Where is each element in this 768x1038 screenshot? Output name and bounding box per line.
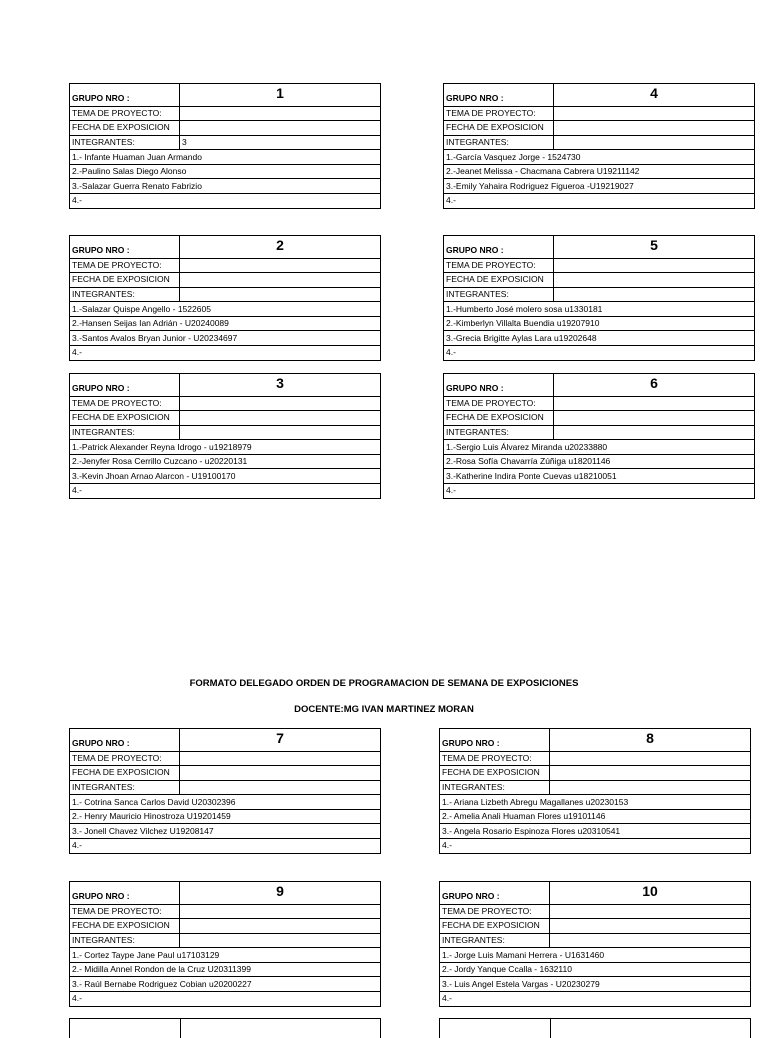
integrantes-value	[180, 933, 381, 948]
tema-label: TEMA DE PROYECTO:	[440, 904, 550, 919]
group-number: 1	[180, 84, 381, 107]
member-row: 2.-Jenyfer Rosa Cerrillo Cuzcano - u20220131	[70, 454, 381, 469]
member-row: 2.-Paulino Salas Diego Alonso	[70, 164, 381, 179]
member-row: 1.-Salazar Quispe Angello - 1522605	[70, 302, 381, 317]
grupo-label: GRUPO NRO :	[70, 374, 180, 397]
member-row: 3.- Jonell Chavez Vilchez U19208147	[70, 824, 381, 839]
fecha-label: FECHA DE EXPOSICION	[70, 411, 180, 426]
group-table-4	[443, 83, 755, 209]
tema-label: TEMA DE PROYECTO:	[70, 106, 180, 121]
fecha-label: FECHA DE EXPOSICION	[444, 273, 554, 288]
member-row: 3.-Kevin Jhoan Arnao Alarcon - U19100170	[70, 469, 381, 484]
fecha-value	[180, 121, 381, 136]
fecha-label: FECHA DE EXPOSICION	[70, 273, 180, 288]
grupo-label: GRUPO NRO :	[440, 882, 550, 905]
tema-value	[554, 396, 755, 411]
group-table-9	[69, 881, 381, 1007]
tema-label: TEMA DE PROYECTO:	[444, 106, 554, 121]
group-number: 8	[550, 729, 751, 752]
tema-label: TEMA DE PROYECTO:	[440, 751, 550, 766]
group-number: 9	[180, 882, 381, 905]
tema-value	[180, 106, 381, 121]
member-row: 2.-Kimberlyn Villalta Buendia u19207910	[444, 316, 755, 331]
member-row: 2.- Amelia Anali Huaman Flores u19101146	[440, 809, 751, 824]
tema-value	[180, 751, 381, 766]
member-row: 3.-Santos Avalos Bryan Junior - U20234697	[70, 331, 381, 346]
tema-label: TEMA DE PROYECTO:	[70, 751, 180, 766]
member-row: 4.-	[70, 346, 381, 361]
integrantes-value	[554, 135, 755, 150]
member-row: 3.-Katherine Indira Ponte Cuevas u18210051	[444, 469, 755, 484]
fecha-value	[554, 411, 755, 426]
fecha-value	[180, 919, 381, 934]
member-row: 3.- Angela Rosario Espinoza Flores u20310541	[440, 824, 751, 839]
tema-label: TEMA DE PROYECTO:	[444, 396, 554, 411]
integrantes-value	[554, 425, 755, 440]
integrantes-label: INTEGRANTES:	[70, 425, 180, 440]
member-row: 3.- Luis Angel Estela Vargas - U20230279	[440, 977, 751, 992]
integrantes-label: INTEGRANTES:	[444, 135, 554, 150]
integrantes-value	[180, 425, 381, 440]
fecha-label: FECHA DE EXPOSICION	[70, 919, 180, 934]
member-row: 2.-Jeanet Melissa - Chacmana Cabrera U19211142	[444, 164, 755, 179]
member-row: 3.-Salazar Guerra Renato Fabrizio	[70, 179, 381, 194]
fecha-value	[550, 766, 751, 781]
fecha-value	[180, 766, 381, 781]
grupo-label: GRUPO NRO :	[70, 882, 180, 905]
member-row: 3.-Grecia Brigitte Aylas Lara u19202648	[444, 331, 755, 346]
member-row: 4.-	[70, 484, 381, 499]
integrantes-label: INTEGRANTES:	[70, 135, 180, 150]
group-table-1	[69, 83, 381, 209]
grupo-label: GRUPO NRO :	[70, 729, 180, 752]
partial-table-right	[439, 1018, 751, 1038]
member-row: 4.-	[444, 484, 755, 499]
member-row: 2.- Jordy Yanque Ccalla - 1632110	[440, 962, 751, 977]
integrantes-value: 3	[180, 135, 381, 150]
grupo-label: GRUPO NRO :	[440, 729, 550, 752]
grupo-label: GRUPO NRO :	[70, 84, 180, 107]
member-row: 4.-	[70, 194, 381, 209]
fecha-label: FECHA DE EXPOSICION	[444, 121, 554, 136]
member-row: 4.-	[70, 839, 381, 854]
member-row: 1.- Infante Huaman Juan Armando	[70, 150, 381, 165]
member-row: 4.-	[444, 194, 755, 209]
fecha-value	[180, 411, 381, 426]
tema-value	[554, 106, 755, 121]
tema-value	[554, 258, 755, 273]
grupo-label: GRUPO NRO :	[444, 84, 554, 107]
integrantes-value	[550, 933, 751, 948]
group-number: 2	[180, 236, 381, 259]
integrantes-value	[180, 780, 381, 795]
member-row: 4.-	[70, 992, 381, 1007]
integrantes-label: INTEGRANTES:	[444, 287, 554, 302]
partial-table-left	[69, 1018, 381, 1038]
group-number: 7	[180, 729, 381, 752]
group-table-2	[69, 235, 381, 361]
member-row: 3.-Emily Yahaira Rodriguez Figueroa -U19219027	[444, 179, 755, 194]
integrantes-label: INTEGRANTES:	[440, 933, 550, 948]
member-row: 2.- Midilla Annel Rondon de la Cruz U20311399	[70, 962, 381, 977]
integrantes-label: INTEGRANTES:	[70, 287, 180, 302]
integrantes-label: INTEGRANTES:	[70, 933, 180, 948]
integrantes-label: INTEGRANTES:	[440, 780, 550, 795]
group-number: 6	[554, 374, 755, 397]
member-row: 4.-	[440, 839, 751, 854]
group-table-10	[439, 881, 751, 1007]
member-row: 4.-	[440, 992, 751, 1007]
member-row: 1.- Jorge Luis Mamani Herrera - U1631460	[440, 948, 751, 963]
member-row: 2.-Rosa Sofía Chavarría Zúñiga u18201146	[444, 454, 755, 469]
tema-label: TEMA DE PROYECTO:	[70, 904, 180, 919]
integrantes-value	[180, 287, 381, 302]
tema-value	[550, 751, 751, 766]
group-number: 4	[554, 84, 755, 107]
group-table-6	[443, 373, 755, 499]
fecha-value	[550, 919, 751, 934]
fecha-label: FECHA DE EXPOSICION	[70, 766, 180, 781]
member-row: 4.-	[444, 346, 755, 361]
group-number: 10	[550, 882, 751, 905]
fecha-value	[180, 273, 381, 288]
tema-value	[180, 258, 381, 273]
tema-value	[180, 904, 381, 919]
member-row: 1.-Sergio Luis Álvarez Miranda u20233880	[444, 440, 755, 455]
fecha-label: FECHA DE EXPOSICION	[70, 121, 180, 136]
tema-value	[550, 904, 751, 919]
grupo-label: GRUPO NRO :	[444, 374, 554, 397]
member-row: 1.-Humberto José molero sosa u1330181	[444, 302, 755, 317]
integrantes-label: INTEGRANTES:	[70, 780, 180, 795]
member-row: 1.-Patrick Alexander Reyna Idrogo - u19218979	[70, 440, 381, 455]
member-row: 2.-Hansen Seijas Ian Adrián - U20240089	[70, 316, 381, 331]
grupo-label: GRUPO NRO :	[70, 236, 180, 259]
group-table-8	[439, 728, 751, 854]
tema-label: TEMA DE PROYECTO:	[444, 258, 554, 273]
member-row: 1.-García Vasquez Jorge - 1524730	[444, 150, 755, 165]
member-row: 2.- Henry Mauricio Hinostroza U19201459	[70, 809, 381, 824]
integrantes-value	[550, 780, 751, 795]
docente-line: DOCENTE:MG IVAN MARTINEZ MORAN	[294, 704, 474, 715]
fecha-value	[554, 121, 755, 136]
fecha-label: FECHA DE EXPOSICION	[440, 919, 550, 934]
tema-label: TEMA DE PROYECTO:	[70, 396, 180, 411]
fecha-label: FECHA DE EXPOSICION	[444, 411, 554, 426]
group-number: 5	[554, 236, 755, 259]
member-row: 3.- Raúl Bernabe Rodriguez Cobian u20200227	[70, 977, 381, 992]
format-title: FORMATO DELEGADO ORDEN DE PROGRAMACION DE SEMANA DE EXPOSICIONES	[189, 678, 579, 689]
fecha-label: FECHA DE EXPOSICION	[440, 766, 550, 781]
group-table-5	[443, 235, 755, 361]
group-table-7	[69, 728, 381, 854]
grupo-label: GRUPO NRO :	[444, 236, 554, 259]
tema-label: TEMA DE PROYECTO:	[70, 258, 180, 273]
integrantes-label: INTEGRANTES:	[444, 425, 554, 440]
integrantes-value	[554, 287, 755, 302]
group-number: 3	[180, 374, 381, 397]
member-row: 1.- Ariana Lizbeth Abregu Magallanes u20230153	[440, 795, 751, 810]
group-table-3	[69, 373, 381, 499]
tema-value	[180, 396, 381, 411]
fecha-value	[554, 273, 755, 288]
member-row: 1.- Cotrina Sanca Carlos David U20302396	[70, 795, 381, 810]
member-row: 1.- Cortez Taype Jane Paul u17103129	[70, 948, 381, 963]
